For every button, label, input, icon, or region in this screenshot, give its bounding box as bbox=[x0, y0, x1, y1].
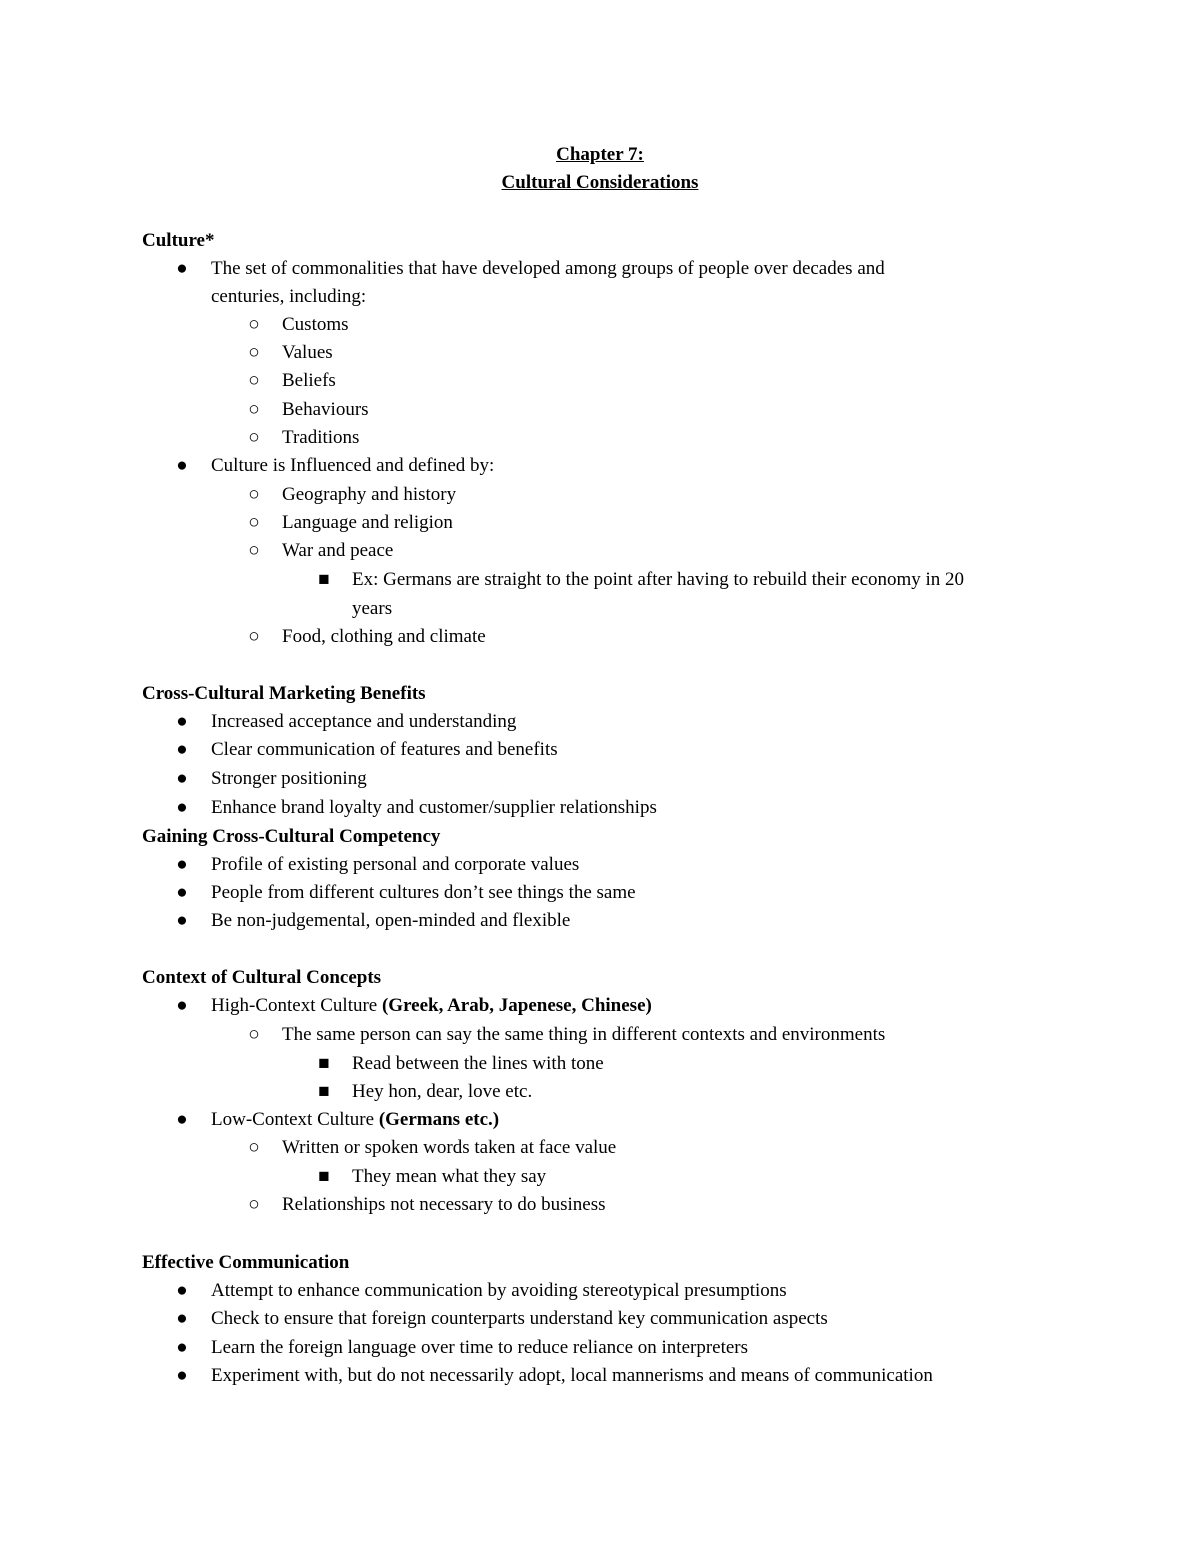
list-item-text: Learn the foreign language over time to reduce reliance on interpreters bbox=[211, 1337, 749, 1358]
list-item-text: Clear communication of features and benefits bbox=[211, 739, 558, 760]
circle-marker: ○ bbox=[248, 342, 260, 363]
low-context-examples: (Germans etc.) bbox=[378, 1109, 500, 1130]
list-item-text bbox=[211, 1106, 499, 1134]
bullet-marker: ● bbox=[176, 1365, 188, 1386]
bullet-marker: ● bbox=[176, 455, 188, 476]
sub-list-item-text: Food, clothing and climate bbox=[282, 626, 486, 647]
sub-sub-list-item-text: Read between the lines with tone bbox=[352, 1053, 604, 1074]
section-heading-culture: Culture* bbox=[142, 230, 215, 251]
chapter-subtitle: Cultural Considerations bbox=[501, 172, 699, 193]
sub-list-item-text: Values bbox=[282, 342, 333, 363]
bullet-marker: ● bbox=[176, 258, 188, 279]
bullet-marker: ● bbox=[176, 711, 188, 732]
list-item-text: Increased acceptance and understanding bbox=[211, 711, 517, 732]
sub-sub-list-item-text-cont: years bbox=[352, 598, 393, 619]
high-context-label: High-Context Culture bbox=[211, 995, 382, 1016]
bullet-marker: ● bbox=[176, 1308, 188, 1329]
bullet-marker: ● bbox=[176, 1337, 188, 1358]
list-item-text: Culture is Influenced and defined by: bbox=[211, 455, 495, 476]
sub-list-item-text: Behaviours bbox=[282, 399, 369, 420]
bullet-marker: ● bbox=[176, 739, 188, 760]
sub-list-item-text: Traditions bbox=[282, 427, 360, 448]
bullet-marker: ● bbox=[176, 1109, 188, 1130]
section-heading-benefits: Cross-Cultural Marketing Benefits bbox=[142, 683, 426, 704]
sub-list-item-text: Relationships not necessary to do business bbox=[282, 1194, 606, 1215]
sub-list-item-text: Written or spoken words taken at face value bbox=[282, 1137, 617, 1158]
circle-marker: ○ bbox=[248, 370, 260, 391]
high-context-examples: (Greek, Arab, Japenese, Chinese) bbox=[381, 995, 652, 1016]
sub-list-item-text: The same person can say the same thing in different contexts and environments bbox=[282, 1024, 886, 1045]
list-item-text: People from different cultures don’t see things the same bbox=[211, 882, 636, 903]
list-item-text: The set of commonalities that have developed among groups of people over decades and bbox=[211, 258, 885, 279]
square-marker: ■ bbox=[318, 1081, 330, 1102]
list-item-text bbox=[211, 992, 652, 1020]
section-heading-competency: Gaining Cross-Cultural Competency bbox=[142, 826, 441, 847]
bullet-marker: ● bbox=[176, 995, 188, 1016]
bullet-marker: ● bbox=[176, 882, 188, 903]
circle-marker: ○ bbox=[248, 540, 260, 561]
sub-sub-list-item-text: They mean what they say bbox=[352, 1166, 547, 1187]
square-marker: ■ bbox=[318, 569, 330, 590]
square-marker: ■ bbox=[318, 1053, 330, 1074]
section-heading-communication: Effective Communication bbox=[142, 1252, 350, 1273]
list-item-text: Check to ensure that foreign counterparts understand key communication aspects bbox=[211, 1308, 828, 1329]
circle-marker: ○ bbox=[248, 427, 260, 448]
circle-marker: ○ bbox=[248, 314, 260, 335]
bullet-marker: ● bbox=[176, 768, 188, 789]
list-item-text: Stronger positioning bbox=[211, 768, 367, 789]
list-item-text: Attempt to enhance communication by avoiding stereotypical presumptions bbox=[211, 1280, 787, 1301]
list-item-text: Profile of existing personal and corporate values bbox=[211, 854, 580, 875]
list-item-text: Experiment with, but do not necessarily adopt, local mannerisms and means of communication bbox=[211, 1365, 933, 1386]
sub-list-item-text: Language and religion bbox=[282, 512, 453, 533]
bullet-marker: ● bbox=[176, 910, 188, 931]
list-item-text-cont: centuries, including: bbox=[211, 286, 367, 307]
bullet-marker: ● bbox=[176, 1280, 188, 1301]
circle-marker: ○ bbox=[248, 1024, 260, 1045]
circle-marker: ○ bbox=[248, 626, 260, 647]
list-item-text: Enhance brand loyalty and customer/supplier relationships bbox=[211, 797, 657, 818]
sub-list-item-text: Beliefs bbox=[282, 370, 336, 391]
circle-marker: ○ bbox=[248, 1137, 260, 1158]
sub-list-item-text: Geography and history bbox=[282, 484, 457, 505]
bullet-marker: ● bbox=[176, 797, 188, 818]
square-marker: ■ bbox=[318, 1166, 330, 1187]
sub-sub-list-item-text: Hey hon, dear, love etc. bbox=[352, 1081, 533, 1102]
low-context-label: Low-Context Culture bbox=[211, 1109, 379, 1130]
sub-sub-list-item-text: Ex: Germans are straight to the point after having to rebuild their economy in 20 bbox=[352, 569, 965, 590]
sub-list-item-text: War and peace bbox=[282, 540, 394, 561]
list-item-text: Be non-judgemental, open-minded and flexible bbox=[211, 910, 571, 931]
section-heading-context: Context of Cultural Concepts bbox=[142, 967, 382, 988]
circle-marker: ○ bbox=[248, 399, 260, 420]
circle-marker: ○ bbox=[248, 512, 260, 533]
sub-list-item-text: Customs bbox=[282, 314, 349, 335]
circle-marker: ○ bbox=[248, 484, 260, 505]
circle-marker: ○ bbox=[248, 1194, 260, 1215]
chapter-title: Chapter 7: bbox=[556, 144, 644, 165]
bullet-marker: ● bbox=[176, 854, 188, 875]
